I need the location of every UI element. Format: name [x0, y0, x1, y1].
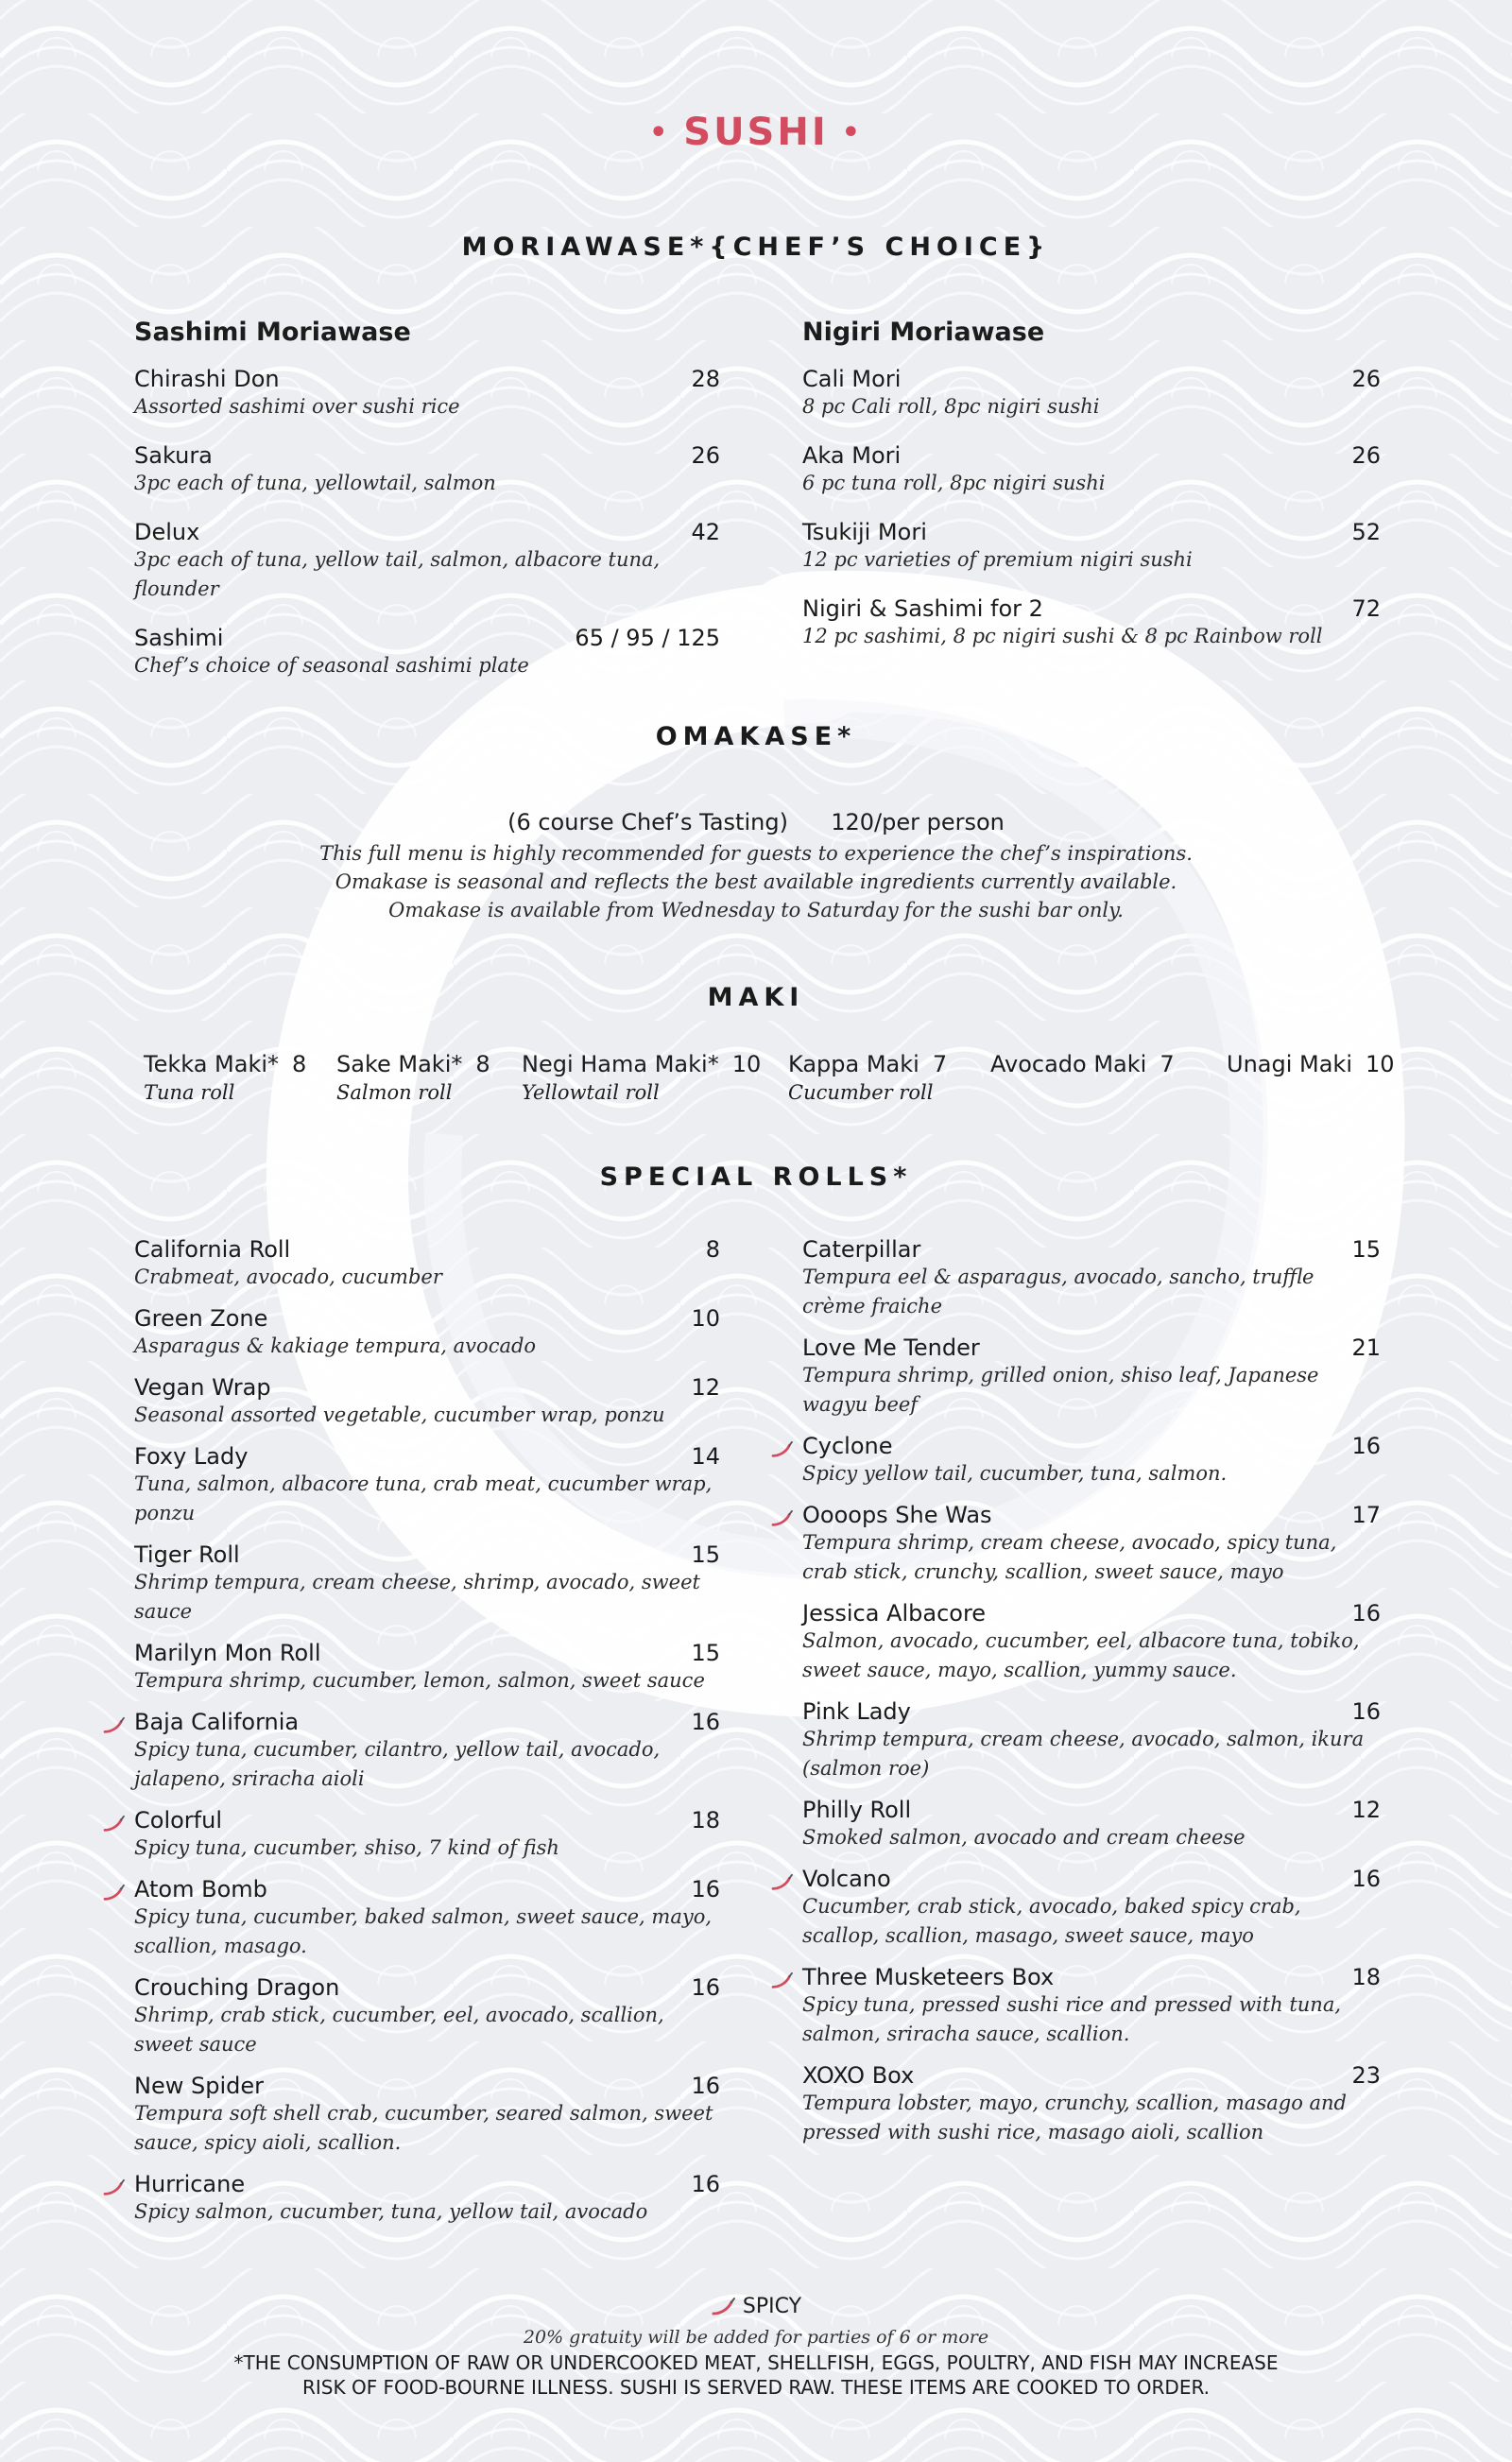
maki-item	[522, 1051, 761, 1104]
nigiri-moriawase-heading: Nigiri Moriawase	[802, 318, 1045, 347]
menu-item-name: Vegan Wrap	[134, 1374, 271, 1401]
maki-item-name: Avocado Maki	[990, 1051, 1147, 1077]
menu-item-price: 16	[1351, 1866, 1381, 1892]
menu-item-description: Tempura lobster, mayo, crunchy, scallion, masago and pressed with sushi rice, masago aioli, scallion	[802, 2092, 1348, 2143]
maki-item-description: Tuna roll	[144, 1081, 235, 1104]
maki-item-name: Negi Hama Maki*	[522, 1051, 719, 1077]
menu-item	[134, 366, 720, 422]
maki-item-price: 10	[731, 1051, 762, 1077]
menu-item-description: Chef’s choice of seasonal sashimi plate	[134, 654, 529, 677]
menu-item-name: Cali Mori	[802, 366, 902, 392]
maki-item-description: Yellowtail roll	[522, 1081, 660, 1104]
menu-item-name: Delux	[134, 519, 200, 545]
chili-pepper-icon	[102, 2178, 127, 2197]
warning-line-2: RISK OF FOOD-BOURNE ILLNESS. SUSHI IS SERVED RAW. THESE ITEMS ARE COOKED TO ORDER.	[301, 2376, 1210, 2399]
menu-item	[134, 442, 720, 498]
menu-item	[802, 519, 1381, 575]
menu-item-price: 14	[691, 1443, 720, 1470]
chili-pepper-icon	[102, 1884, 127, 1902]
special-rolls-heading: SPECIAL ROLLS*	[599, 1162, 913, 1192]
menu-item	[134, 1807, 720, 1863]
maki-item-price: 8	[292, 1051, 307, 1077]
menu-item	[134, 1541, 720, 1627]
menu-item-description: 12 pc varieties of premium nigiri sushi	[802, 548, 1193, 571]
maki-item-price: 7	[932, 1051, 948, 1077]
menu-item	[802, 1334, 1381, 1420]
menu-item	[134, 1374, 720, 1430]
menu-item	[134, 1876, 720, 1961]
menu-item-description: Tempura shrimp, grilled onion, shiso leaf, Japanese wagyu beef	[802, 1364, 1319, 1416]
menu-item-description: Tuna, salmon, albacore tuna, crab meat, cucumber wrap, ponzu	[134, 1472, 713, 1524]
menu-item-description: Spicy tuna, cucumber, baked salmon, sweet sauce, mayo, scallion, masago.	[134, 1905, 713, 1957]
spicy-legend	[0, 2295, 1512, 2318]
maki-name-line	[990, 1051, 1175, 1077]
menu-item	[802, 1433, 1381, 1489]
omakase-description	[0, 839, 1512, 924]
menu-item	[134, 1236, 720, 1292]
maki-item-description: Cucumber roll	[788, 1081, 934, 1104]
menu-item-name: Crouching Dragon	[134, 1974, 340, 2001]
menu-item-name: Tiger Roll	[134, 1541, 240, 1568]
menu-item-name: Caterpillar	[802, 1236, 921, 1263]
menu-item-name: Pink Lady	[802, 1698, 911, 1725]
menu-item-name: Sakura	[134, 442, 213, 469]
menu-item-description: Assorted sashimi over sushi rice	[134, 395, 460, 418]
menu-item-price: 42	[691, 519, 720, 545]
maki-item	[1227, 1051, 1395, 1081]
menu-item-description: Shrimp, crab stick, cucumber, eel, avocado, scallion, sweet sauce	[134, 2004, 664, 2056]
maki-item-price: 8	[475, 1051, 490, 1077]
maki-item-name: Tekka Maki*	[144, 1051, 280, 1077]
menu-item-name: XOXO Box	[802, 2062, 915, 2089]
menu-item	[134, 1443, 720, 1528]
moriawase-heading: MORIAWASE*{CHEF’S CHOICE}	[461, 232, 1051, 262]
maki-name-line	[336, 1051, 490, 1077]
menu-item-price: 26	[691, 442, 720, 469]
menu-item-description: Seasonal assorted vegetable, cucumber wrap, ponzu	[134, 1403, 665, 1426]
menu-item-description: Smoked salmon, avocado and cream cheese	[802, 1826, 1246, 1849]
menu-item-description: Shrimp tempura, cream cheese, shrimp, avocado, sweet sauce	[134, 1571, 700, 1623]
menu-item-description: Tempura eel & asparagus, avocado, sancho, truffle crème fraiche	[802, 1265, 1314, 1317]
chili-pepper-icon	[770, 1971, 795, 1990]
nigiri-moriawase-column	[802, 318, 1381, 672]
menu-item	[802, 1797, 1381, 1852]
menu-item-description: Spicy yellow tail, cucumber, tuna, salmon.	[802, 1462, 1228, 1485]
chili-pepper-icon	[770, 1440, 795, 1459]
menu-item-price: 16	[691, 1876, 720, 1902]
menu-item-price: 15	[691, 1541, 720, 1568]
menu-item-description: Salmon, avocado, cucumber, eel, albacore tuna, tobiko, sweet sauce, mayo, scallion, yummy sauce.	[802, 1629, 1360, 1681]
menu-item-price: 52	[1351, 519, 1381, 545]
menu-item	[802, 1964, 1381, 2049]
menu-item-price: 65 / 95 / 125	[575, 625, 720, 651]
menu-item-price: 15	[691, 1640, 720, 1666]
omakase-line-1: This full menu is highly recommended for guests to experience the chef’s inspirations.	[319, 842, 1193, 865]
menu-item-name: Foxy Lady	[134, 1443, 249, 1470]
menu-item	[134, 519, 720, 604]
menu-item-description: Tempura soft shell crab, cucumber, seared salmon, sweet sauce, spicy aioli, scallion.	[134, 2102, 713, 2154]
maki-item	[788, 1051, 947, 1104]
menu-item-name: Atom Bomb	[134, 1876, 267, 1902]
special-rolls-left-column	[134, 1236, 720, 2240]
menu-item-name: Colorful	[134, 1807, 222, 1834]
maki-item	[990, 1051, 1175, 1081]
menu-item	[802, 1698, 1381, 1783]
menu-item	[134, 625, 720, 680]
menu-item-name: Baja California	[134, 1709, 300, 1735]
omakase-subtitle: (6 course Chef’s Tasting)	[507, 809, 788, 835]
menu-item	[134, 2171, 720, 2227]
menu-item-price: 26	[1351, 442, 1381, 469]
title-text: SUSHI	[683, 111, 829, 154]
menu-item-description: 3pc each of tuna, yellowtail, salmon	[134, 472, 496, 494]
menu-item	[802, 1600, 1381, 1685]
menu-item-name: New Spider	[134, 2073, 264, 2099]
menu-item-description: Tempura shrimp, cream cheese, avocado, spicy tuna, crab stick, crunchy, scallion, sweet sauce, mayo	[802, 1531, 1337, 1583]
maki-item-name: Unagi Maki	[1227, 1051, 1352, 1077]
raw-food-warning	[0, 2350, 1512, 2400]
menu-item-description: Asparagus & kakiage tempura, avocado	[134, 1334, 537, 1357]
menu-item-name: Nigiri & Sashimi for 2	[802, 595, 1043, 622]
menu-item-price: 18	[1351, 1964, 1381, 1990]
maki-item	[336, 1051, 490, 1104]
menu-item-name: Oooops She Was	[802, 1502, 992, 1528]
menu-item	[802, 2062, 1381, 2147]
menu-item-price: 16	[691, 1709, 720, 1735]
menu-item	[802, 1236, 1381, 1321]
gratuity-note: 20% gratuity will be added for parties of 6 or more	[523, 2327, 989, 2348]
maki-item-price: 7	[1160, 1051, 1175, 1077]
menu-item	[134, 1640, 720, 1696]
menu-item-price: 28	[691, 366, 720, 392]
chili-pepper-icon	[711, 2297, 737, 2317]
menu-item-price: 23	[1351, 2062, 1381, 2089]
menu-item-description: Cucumber, crab stick, avocado, baked spicy crab, scallop, scallion, masago, sweet sauce, mayo	[802, 1895, 1301, 1947]
omakase-subtitle-line	[0, 809, 1512, 835]
omakase-line-3: Omakase is available from Wednesday to Saturday for the sushi bar only.	[388, 899, 1124, 921]
menu-item-name: Hurricane	[134, 2171, 246, 2197]
menu-item-name: Three Musketeers Box	[802, 1964, 1055, 1990]
menu-item-name: Sashimi	[134, 625, 224, 651]
chili-pepper-icon	[102, 1716, 127, 1735]
menu-item-description: Shrimp tempura, cream cheese, avocado, salmon, ikura (salmon roe)	[802, 1728, 1365, 1780]
menu-item-price: 72	[1351, 595, 1381, 622]
menu-item-description: Tempura shrimp, cucumber, lemon, salmon, sweet sauce	[134, 1669, 705, 1692]
menu-item-name: Philly Roll	[802, 1797, 912, 1823]
maki-name-line	[522, 1051, 761, 1077]
maki-item	[144, 1051, 306, 1104]
menu-item-name: Volcano	[802, 1866, 891, 1892]
sashimi-moriawase-column	[134, 318, 720, 701]
menu-item-price: 17	[1351, 1502, 1381, 1528]
menu-item	[802, 366, 1381, 422]
menu-item-name: California Roll	[134, 1236, 291, 1263]
menu-item	[802, 1502, 1381, 1587]
menu-item	[802, 1866, 1381, 1951]
menu-item-price: 26	[1351, 366, 1381, 392]
menu-item	[802, 595, 1381, 651]
spicy-legend-label: SPICY	[742, 2295, 802, 2318]
omakase-heading: OMAKASE*	[655, 722, 857, 751]
menu-item-description: 3pc each of tuna, yellow tail, salmon, albacore tuna, flounder	[134, 548, 661, 600]
menu-item-name: Jessica Albacore	[802, 1600, 987, 1627]
omakase-price: 120/per person	[831, 809, 1005, 835]
maki-heading: MAKI	[707, 983, 805, 1012]
title-bullet-right: •	[841, 115, 863, 149]
menu-item-price: 16	[1351, 1600, 1381, 1627]
menu-item-name: Marilyn Mon Roll	[134, 1640, 321, 1666]
menu-item-price: 15	[1351, 1236, 1381, 1263]
chili-pepper-icon	[770, 1509, 795, 1528]
menu-item	[134, 1709, 720, 1794]
menu-item-name: Green Zone	[134, 1305, 268, 1332]
menu-item-price: 16	[1351, 1698, 1381, 1725]
menu-item-price: 10	[691, 1305, 720, 1332]
menu-item-name: Tsukiji Mori	[802, 519, 927, 545]
maki-name-line	[788, 1051, 947, 1077]
menu-item-price: 16	[691, 2171, 720, 2197]
menu-item-description: 8 pc Cali roll, 8pc nigiri sushi	[802, 395, 1100, 418]
menu-item-price: 21	[1351, 1334, 1381, 1361]
sashimi-moriawase-heading: Sashimi Moriawase	[134, 318, 411, 347]
menu-item-description: Spicy tuna, pressed sushi rice and pressed with tuna, salmon, sriracha sauce, scallion.	[802, 1993, 1342, 2045]
omakase-line-2: Omakase is seasonal and reflects the best available ingredients currently available.	[335, 870, 1177, 893]
menu-item-price: 12	[1351, 1797, 1381, 1823]
menu-item	[134, 2073, 720, 2158]
maki-item-name: Kappa Maki	[788, 1051, 919, 1077]
menu-item-name: Aka Mori	[802, 442, 902, 469]
menu-item-price: 16	[691, 2073, 720, 2099]
menu-item-price: 16	[691, 1974, 720, 2001]
chili-pepper-icon	[770, 1873, 795, 1892]
menu-item-description: Crabmeat, avocado, cucumber	[134, 1265, 442, 1288]
menu-item-description: 12 pc sashimi, 8 pc nigiri sushi & 8 pc Rainbow roll	[802, 625, 1323, 647]
maki-name-line	[1227, 1051, 1395, 1077]
menu-item-name: Chirashi Don	[134, 366, 280, 392]
maki-item-description: Salmon roll	[336, 1081, 453, 1104]
menu-item-price: 16	[1351, 1433, 1381, 1459]
chili-pepper-icon	[102, 1815, 127, 1834]
maki-item-name: Sake Maki*	[336, 1051, 463, 1077]
menu-item-price: 18	[691, 1807, 720, 1834]
menu-item-description: 6 pc tuna roll, 8pc nigiri sushi	[802, 472, 1106, 494]
menu-title	[0, 106, 1512, 159]
title-bullet-left: •	[649, 115, 671, 149]
menu-item-description: Spicy salmon, cucumber, tuna, yellow tail, avocado	[134, 2200, 648, 2223]
maki-item-price: 10	[1366, 1051, 1395, 1077]
menu-item-name: Cyclone	[802, 1433, 893, 1459]
menu-item-price: 8	[705, 1236, 720, 1263]
maki-name-line	[144, 1051, 306, 1077]
special-rolls-right-column	[802, 1236, 1381, 2161]
menu-item-name: Love Me Tender	[802, 1334, 980, 1361]
menu-item	[802, 442, 1381, 498]
menu-item	[134, 1305, 720, 1361]
menu-item-price: 12	[691, 1374, 720, 1401]
menu-item	[134, 1974, 720, 2059]
menu-item-description: Spicy tuna, cucumber, cilantro, yellow tail, avocado, jalapeno, sriracha aioli	[134, 1738, 661, 1790]
menu-item-description: Spicy tuna, cucumber, shiso, 7 kind of fish	[134, 1836, 559, 1859]
warning-line-1: *THE CONSUMPTION OF RAW OR UNDERCOOKED MEAT, SHELLFISH, EGGS, POULTRY, AND FISH MAY INCREASE	[233, 2351, 1279, 2374]
